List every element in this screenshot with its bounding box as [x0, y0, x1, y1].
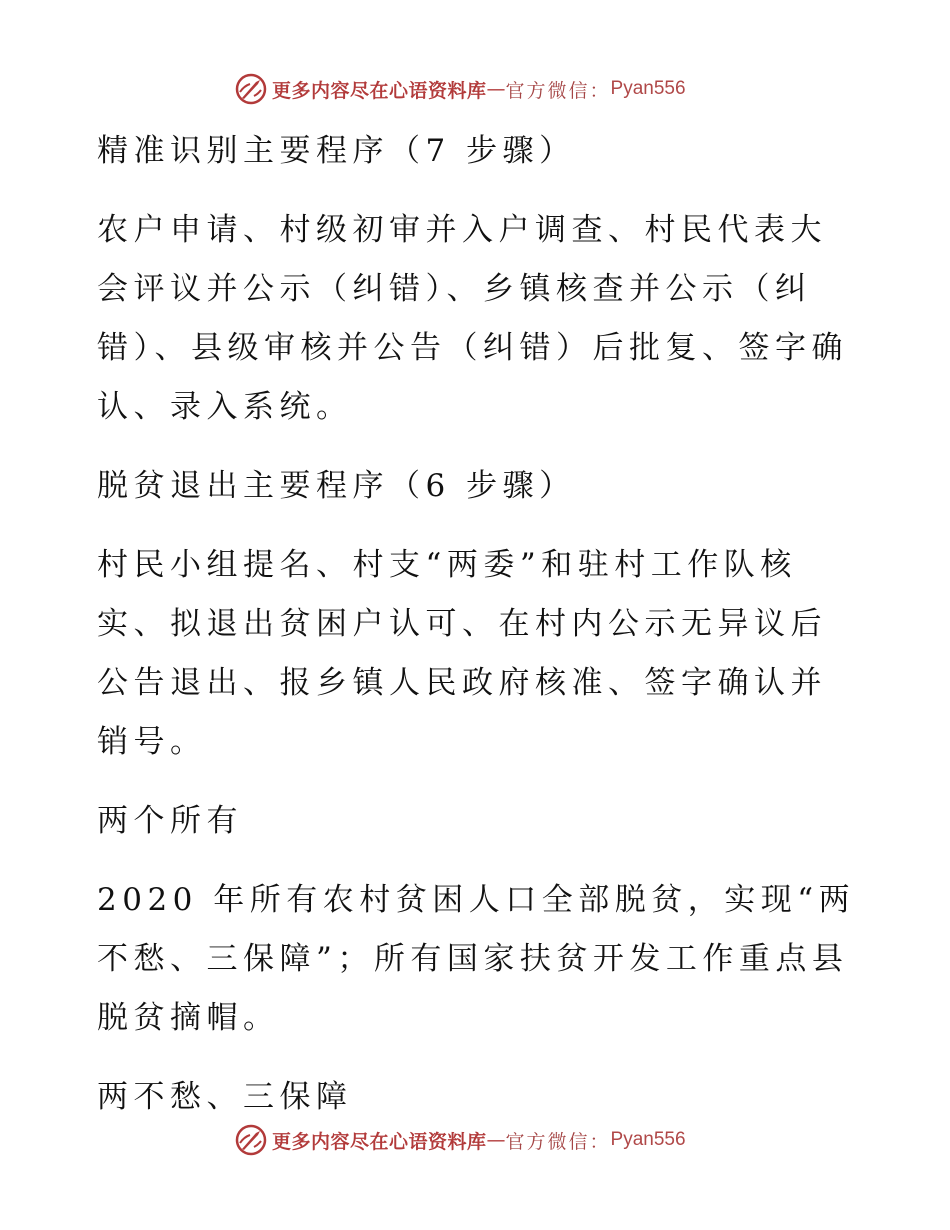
watermark-brand-text: 更多内容尽在心语资料库	[272, 79, 487, 102]
watermark-wechat-account: Pyan556	[610, 1129, 686, 1150]
paragraph-two-all-detail: 2020 年所有农村贫困人口全部脱贫，实现“两不愁、三保障”；所有国家扶贫开发工作重点县脱贫摘帽。	[97, 882, 856, 1036]
watermark-brand-text: 更多内容尽在心语资料库	[272, 1130, 487, 1153]
section-heading-precise-identification: 精准识别主要程序（7 步骤）	[97, 133, 576, 169]
quill-seal-logo-icon	[234, 1123, 268, 1157]
header-watermark	[234, 72, 686, 106]
quill-seal-logo-icon	[234, 72, 268, 106]
paragraph-exit-steps: 村民小组提名、村支“两委”和驻村工作队核 实、拟退出贫困户认可、在村内公示无异议后公告退出、报乡镇人民政府核准、签字确认并销号。	[97, 547, 827, 760]
watermark-separator: —	[486, 1129, 506, 1151]
section-heading-poverty-exit: 脱贫退出主要程序（6 步骤）	[97, 468, 576, 504]
watermark-wechat-account: Pyan556	[610, 78, 686, 99]
watermark-wechat-label: 官方微信：	[505, 1130, 611, 1153]
section-heading-two-all: 两个所有	[97, 803, 243, 839]
watermark-wechat-label: 官方微信：	[505, 79, 611, 102]
footer-watermark	[234, 1123, 686, 1157]
document-body	[97, 122, 857, 1147]
watermark-separator: —	[486, 78, 506, 100]
section-heading-two-worries-three-guarantees: 两不愁、三保障	[97, 1079, 353, 1115]
paragraph-identification-steps: 农户申请、村级初审并入户调查、村民代表大会评议并公示（纠错）、乡镇核查并公示（纠错）、县级审核并公告（纠错）后批复、签字确认、录入系统。	[97, 212, 848, 425]
